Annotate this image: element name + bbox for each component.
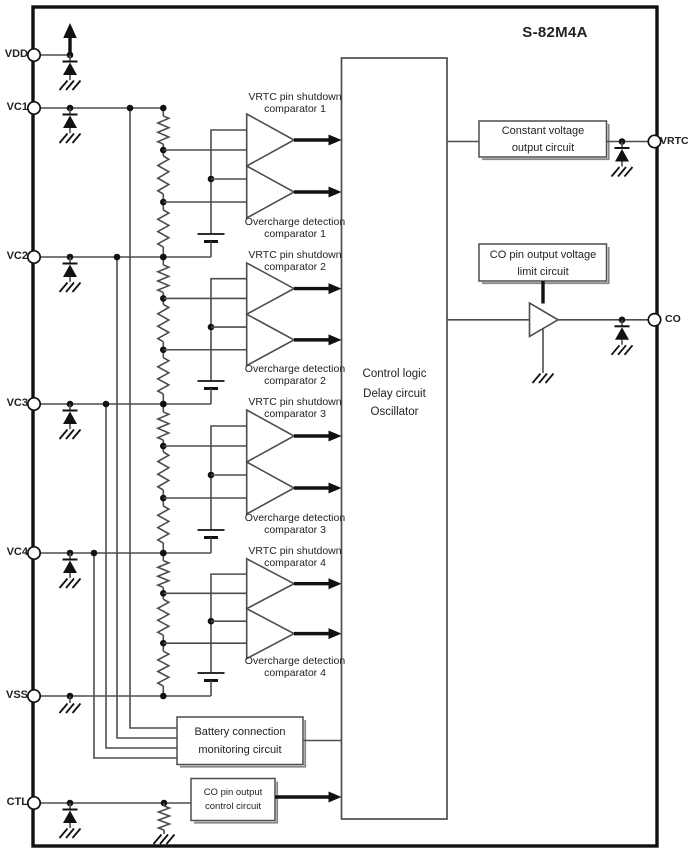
signal-arrow-head [329, 792, 342, 803]
pin-vc3 [28, 398, 40, 410]
control-logic-block [342, 58, 448, 819]
diode-icon [615, 327, 629, 340]
vrtc-comparator-2-label-line1: VRTC pin shutdown [248, 249, 342, 261]
junction-dot [91, 550, 98, 557]
ground-icon [60, 81, 81, 91]
battery-sense-wire [130, 108, 177, 728]
pin-label-vss: VSS [5, 689, 28, 701]
battery-monitor-box [177, 717, 303, 765]
constant-voltage-label-line-2: output circuit [511, 142, 575, 154]
pin-vdd [28, 49, 40, 61]
vrtc-comparator-2-label-line2: comparator 2 [264, 261, 326, 273]
co-limit-label-line-1: CO pin output voltage [489, 249, 597, 261]
co-control-label-line-2: control circuit [205, 801, 261, 812]
vrtc-comparator-3-label-line2: comparator 3 [264, 408, 326, 420]
pin-label-co: CO [665, 313, 681, 325]
resistor-icon [158, 599, 169, 635]
junction-dot [160, 254, 167, 261]
diode-icon [63, 116, 77, 129]
ground-icon [154, 835, 175, 845]
overcharge-comparator-2-label-line1: Overcharge detection [244, 363, 346, 375]
pin-label-vc2: VC2 [6, 250, 28, 262]
junction-dot [127, 105, 134, 112]
resistor-icon [158, 412, 169, 440]
control-logic-line-2: Delay circuit [363, 388, 426, 400]
pin-co [648, 314, 660, 326]
vrtc-comparator-1-label-line2: comparator 1 [264, 103, 326, 115]
constant-voltage-label-line-1: Constant voltage [501, 125, 585, 137]
battery-monitor-label-line-1: Battery connection [194, 726, 286, 738]
resistor-icon [158, 265, 169, 293]
vrtc-comparator-4-label-line2: comparator 4 [264, 557, 326, 569]
pin-label-vdd: VDD [4, 48, 28, 60]
overcharge-comparator-1-label-line1: Overcharge detection [244, 216, 346, 228]
junction-dot [160, 105, 167, 112]
junction-dot [160, 550, 167, 557]
ground-icon [533, 374, 554, 384]
overcharge-comparator-3-label-line1: Overcharge detection [244, 512, 346, 524]
signal-arrow-head [329, 483, 342, 494]
pin-vss [28, 690, 40, 702]
vrtc-comparator-4-label-line1: VRTC pin shutdown [248, 545, 342, 557]
diode-icon [63, 63, 77, 76]
vrtc-comparator-1-label-line1: VRTC pin shutdown [248, 91, 342, 103]
co-control-label-line-1: CO pin output [203, 787, 263, 798]
ground-icon [60, 704, 81, 714]
resistor-icon [158, 156, 169, 194]
ground-icon [60, 579, 81, 589]
resistor-icon [158, 651, 169, 686]
pin-vrtc [648, 135, 660, 147]
diode-icon [63, 412, 77, 425]
signal-arrow-head [329, 431, 342, 442]
resistor-icon [159, 806, 170, 830]
resistor-icon [158, 210, 169, 247]
overcharge-comparator-2 [247, 314, 294, 365]
signal-arrow-head [329, 578, 342, 589]
signal-arrow-head [329, 628, 342, 639]
junction-dot [160, 401, 167, 408]
diode-icon [63, 265, 77, 278]
control-logic-line-3: Oscillator [370, 406, 419, 418]
battery-monitor-label-line-2: monitoring circuit [198, 744, 282, 756]
overcharge-comparator-4-label-line1: Overcharge detection [244, 655, 346, 667]
pin-label-vc1: VC1 [6, 101, 28, 113]
ground-icon [612, 345, 633, 355]
resistor-icon [158, 506, 169, 543]
resistor-icon [158, 452, 169, 490]
junction-dot [103, 401, 110, 408]
signal-arrow-head [329, 334, 342, 345]
pin-label-vrtc: VRTC [660, 135, 689, 147]
resistor-icon [158, 358, 169, 394]
resistor-icon [158, 116, 169, 144]
pin-vc4 [28, 547, 40, 559]
ground-icon [60, 829, 81, 839]
ground-icon [60, 430, 81, 440]
overcharge-comparator-1 [247, 166, 294, 218]
resistor-icon [158, 304, 169, 341]
signal-arrow-head [329, 187, 342, 198]
junction-dot [114, 254, 121, 261]
overcharge-comparator-4-label-line2: comparator 4 [264, 667, 326, 679]
vrtc-comparator-3-label-line1: VRTC pin shutdown [248, 396, 342, 408]
diode-icon [615, 149, 629, 162]
pin-ctl [28, 797, 40, 809]
ground-icon [612, 167, 633, 177]
signal-arrow-head [329, 283, 342, 294]
control-logic-line-1: Control logic [362, 368, 427, 380]
overcharge-comparator-1-label-line2: comparator 1 [264, 228, 326, 240]
chip-title: S-82M4A [522, 24, 588, 41]
pin-label-ctl: CTL [6, 796, 28, 808]
overcharge-comparator-3 [247, 462, 294, 514]
diode-icon [63, 811, 77, 824]
up-arrow-head [63, 23, 77, 38]
signal-arrow-head [329, 135, 342, 146]
ground-icon [60, 134, 81, 144]
resistor-icon [158, 561, 169, 588]
overcharge-comparator-3-label-line2: comparator 3 [264, 524, 326, 536]
diode-icon [63, 561, 77, 574]
pin-vc2 [28, 251, 40, 263]
overcharge-comparator-2-label-line2: comparator 2 [264, 375, 326, 387]
pin-label-vc4: VC4 [6, 546, 28, 558]
vrtc-comparator-1 [247, 114, 294, 166]
pin-label-vc3: VC3 [6, 397, 28, 409]
overcharge-comparator-4 [247, 609, 294, 659]
ground-icon [60, 283, 81, 293]
junction-dot [160, 693, 167, 700]
pin-vc1 [28, 102, 40, 114]
co-limit-label-line-2: limit circuit [517, 266, 569, 278]
